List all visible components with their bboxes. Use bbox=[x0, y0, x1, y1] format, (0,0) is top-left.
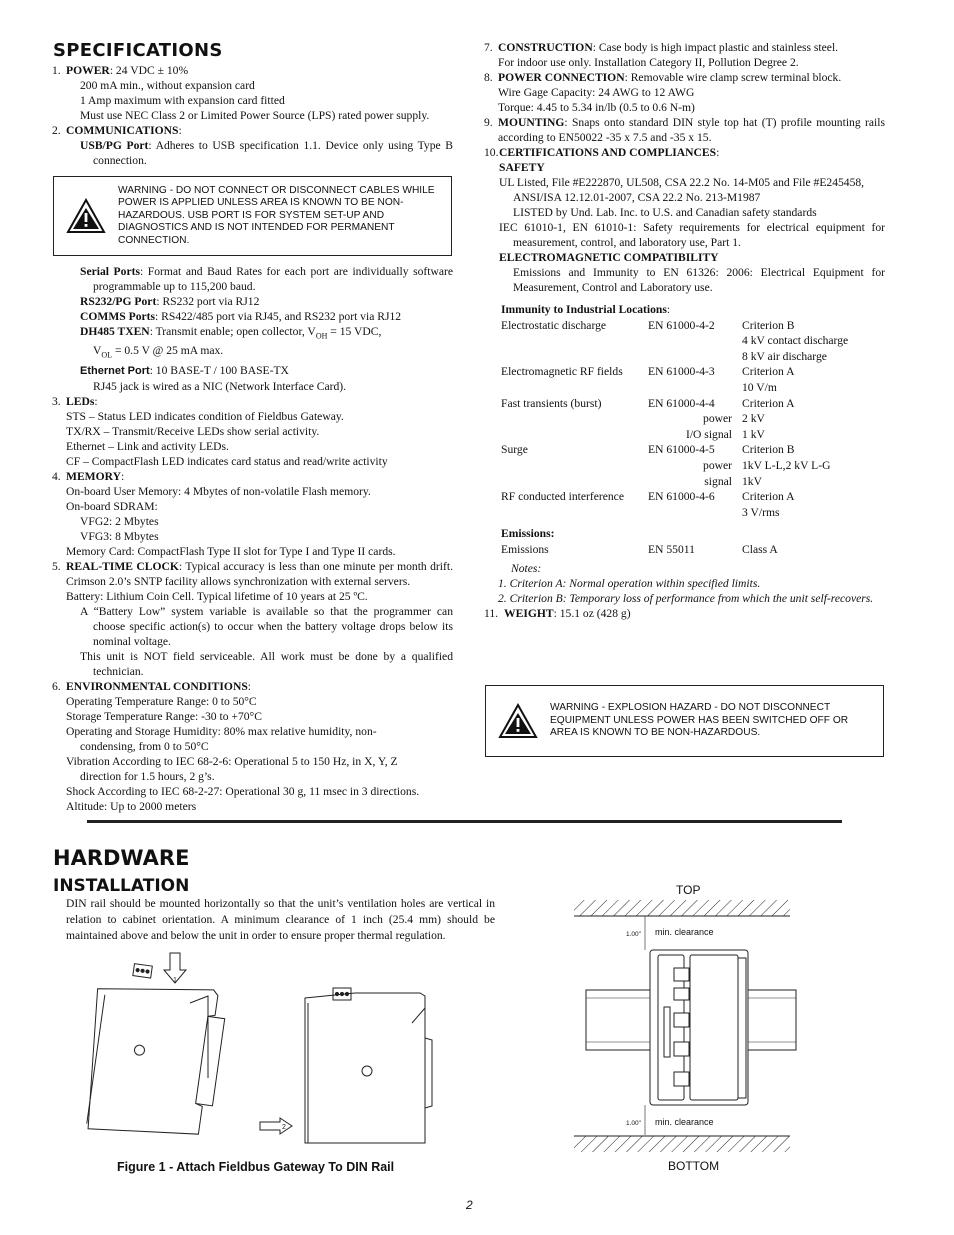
test-name-cell bbox=[501, 427, 648, 443]
immunity-table bbox=[501, 318, 848, 521]
top-dimension-label: 1.00" bbox=[626, 931, 641, 938]
standard-cell: EN 61000-4-4 bbox=[648, 396, 715, 410]
test-name-cell: Electrostatic discharge bbox=[501, 318, 607, 332]
standard-cell bbox=[648, 349, 742, 365]
table-row bbox=[501, 427, 848, 443]
top-clearance-label: min. clearance bbox=[655, 927, 714, 937]
gateway-unit bbox=[650, 950, 748, 1105]
figure1-step2-label: 2 bbox=[282, 1124, 286, 1131]
test-name-cell bbox=[501, 458, 648, 474]
criterion-cell: 8 kV air discharge bbox=[742, 349, 827, 363]
table-row bbox=[501, 333, 848, 349]
top-cabinet-hatch bbox=[574, 900, 790, 916]
standard-cell: I/O signal bbox=[685, 427, 732, 441]
figure2-drawing bbox=[570, 880, 810, 1180]
spec-real-time-clock: 5. REAL-TIME CLOCK: Typical accuracy is less than one minute per month drift. Crimson 2.0’s SNTP facility allows synchronization with external servers. Battery: Lithium Coin Cell. Typical lifetime of 10 years at 25 ºC. A “Battery Low” system variable is available so that the programmer can choose specific action(s) to occur when the battery voltage drops below its nominal voltage. This unit is NOT field serviceable. All work must be done by a qualified technician. bbox=[52, 559, 453, 678]
criterion-cell: Criterion A bbox=[742, 365, 795, 379]
table-row bbox=[501, 318, 848, 334]
figure1-drawing bbox=[70, 948, 450, 1148]
standard-cell: EN 61000-4-6 bbox=[648, 490, 715, 504]
spec-certifications: 10. CERTIFICATIONS AND COMPLIANCES: SAFETY UL Listed, File #E222870, UL508, CSA 22.2 No. 14-M05 and File #E245458, ANSI/ISA 12.12.01-2007, CSA 22.2 No. 213-M1987 LISTED by Und. Lab. Inc. to U.S. and Canadian safety standards IEC 61010-1, EN 61010-1: Safety requirements for electrical equipment for measurement, control, and laboratory use, Part 1. ELECTROMAGNETIC COMPATIBILITY Emissions and Immunity to EN 61326: 2006: Electrical Equipment for Measurement, Control and Laboratory use. bbox=[484, 146, 885, 294]
installation-text: DIN rail should be mounted horizontally so that the unit’s ventilation holes are vertical in relation to cabinet orientation. A minimum clearance of 1 inch (25.4 mm) should be maintained above and below the unit in order to ensure proper thermal regulation. bbox=[66, 897, 495, 942]
spec-environmental: 6. ENVIRONMENTAL CONDITIONS: Operating Temperature Range: 0 to 50°C Storage Temperature Range: -30 to +70°C Operating and Storage Humidity: 80% max relative humidity, non-condensing, from 0 to 50°C Vibration According to IEC 68-2-6: Operational 5 to 150 Hz, in X, Y, Z direction for 1.5 hours, 2 g’s. Shock According to IEC 68-2-27: Operational 30 g, 11 msec in 3 directions. Altitude: Up to 2000 meters bbox=[52, 679, 420, 813]
spec-communications: 2. COMMUNICATIONS: USB/PG Port: Adheres to USB specification 1.1. Device only using Type B connection. bbox=[52, 124, 453, 167]
criterion-cell: Criterion A bbox=[742, 396, 795, 410]
standard-cell bbox=[648, 380, 742, 396]
table-row bbox=[501, 396, 848, 412]
warning-text-cables: WARNING - DO NOT CONNECT OR DISCONNECT CABLES WHILE POWER IS APPLIED UNLESS AREA IS KNOWN TO BE NON-HAZARDOUS. USB PORT IS FOR SYSTEM SET-UP AND DIAGNOSTICS AND IS NOT INTENDED FOR PERMANENT CONNECTION. bbox=[118, 184, 435, 246]
specifications-left-column bbox=[53, 40, 453, 814]
test-name-cell: Surge bbox=[501, 443, 528, 457]
standard-cell: signal bbox=[704, 474, 732, 488]
spec-memory: 4. MEMORY: On-board User Memory: 4 Mbytes of non-volatile Flash memory. On-board SDRAM: VFG2: 2 Mbytes VFG3: 8 Mbytes Memory Card: CompactFlash Type II slot for Type I and Type II cards. bbox=[52, 469, 396, 558]
figure1-caption: Figure 1 - Attach Fieldbus Gateway To DIN Rail bbox=[117, 1160, 395, 1174]
criterion-cell: 1 kV bbox=[742, 427, 765, 441]
criterion-cell: 3 V/rms bbox=[742, 505, 780, 519]
criterion-cell: 10 V/m bbox=[742, 380, 777, 394]
warning-box-cables bbox=[53, 176, 452, 256]
criterion-cell: Criterion B bbox=[742, 318, 795, 332]
immunity-section: Immunity to Industrial Locations: Electrostatic discharge EN 61000-4-2 Criterion B 4 kV contact discharge 8 kV air discharge Electromagnetic RF fields EN 61000-4-3 Criterion A 10 V/m Fast transients (burst) EN 61000-4-4 Criterion A power 2 kV I/O signal 1 kV Surge EN 61000-4-5 Criterion B power 1kV L-L,2 kV L-G signal 1kV RF conducted interference EN 61000-4-6 Criterion A 3 V/rms Emissions: Emissions EN 55011 Class A Notes: 1. Criterion A: Normal operation within specified limits. 2. Criterion B: Temporary loss of performance from which the unit self-recovers. bbox=[498, 303, 874, 605]
warning-box-explosion bbox=[485, 685, 884, 757]
standard-cell bbox=[648, 333, 742, 349]
hardware-title: HARDWARE bbox=[53, 846, 190, 870]
test-name-cell bbox=[501, 505, 648, 521]
table-row bbox=[501, 349, 848, 365]
table-row bbox=[501, 489, 848, 505]
criterion-cell: 1kV L-L,2 kV L-G bbox=[742, 458, 831, 472]
figure2-bottom-label: BOTTOM bbox=[668, 1159, 720, 1173]
test-name-cell bbox=[501, 380, 648, 396]
criterion-cell: 4 kV contact discharge bbox=[742, 334, 849, 348]
test-name-cell bbox=[501, 411, 648, 427]
standard-cell: power bbox=[703, 412, 732, 426]
table-row bbox=[501, 474, 848, 490]
spec-power: 1. POWER: 24 VDC ± 10% 200 mA min., without expansion card 1 Amp maximum with expansion card fitted Must use NEC Class 2 or Limited Power Source (LPS) rated power supply. bbox=[52, 64, 430, 122]
test-name-cell bbox=[501, 349, 648, 365]
test-name-cell bbox=[501, 474, 648, 490]
page-number: 2 bbox=[466, 1198, 473, 1212]
figure2-top-label: TOP bbox=[676, 883, 701, 897]
specifications-right-column bbox=[485, 40, 885, 621]
table-row bbox=[501, 380, 848, 396]
warning-icon bbox=[54, 198, 118, 234]
table-row bbox=[501, 505, 848, 521]
section-divider bbox=[87, 820, 842, 823]
spec-leds: 3. LEDs: STS – Status LED indicates condition of Fieldbus Gateway. TX/RX – Transmit/Receive LEDs show serial activity. Ethernet – Link and activity LEDs. CF – CompactFlash LED indicates card status and read/write activity bbox=[52, 394, 388, 468]
spec-construction: 7. CONSTRUCTION: Case body is high impact plastic and stainless steel. For indoor use only. Installation Category II, Pollution Degree 2. bbox=[484, 41, 839, 69]
test-name-cell bbox=[501, 333, 648, 349]
bottom-clearance-label: min. clearance bbox=[655, 1117, 714, 1127]
criterion-cell: Criterion B bbox=[742, 443, 795, 457]
spec-weight: 11. WEIGHT: 15.1 oz (428 g) bbox=[484, 606, 631, 620]
test-name-cell: Fast transients (burst) bbox=[501, 396, 602, 410]
bottom-cabinet-hatch bbox=[574, 1136, 790, 1152]
spec-mounting: 9. MOUNTING: Snaps onto standard DIN style top hat (T) profile mounting rails according to EN50022 -35 x 7.5 and -35 x 15. bbox=[484, 116, 885, 144]
criterion-cell: Criterion A bbox=[742, 490, 795, 504]
spec-power-connection: 8. POWER CONNECTION: Removable wire clamp screw terminal block. Wire Gage Capacity: 24 AWG to 12 AWG Torque: 4.45 to 5.34 in/lb (0.5 to 0.6 N-m) bbox=[484, 71, 842, 114]
table-row bbox=[501, 411, 848, 427]
warning-icon bbox=[486, 703, 550, 739]
figure1-step1-label: 1 bbox=[173, 977, 177, 984]
specifications-title: SPECIFICATIONS bbox=[53, 40, 223, 61]
criterion-cell: 1kV bbox=[742, 474, 762, 488]
warning-text-explosion: WARNING - EXPLOSION HAZARD - DO NOT DISCONNECT EQUIPMENT UNLESS POWER HAS BEEN SWITCHED OFF OR AREA IS KNOWN TO BE NON-HAZARDOUS. bbox=[550, 702, 849, 739]
bottom-dimension-label: 1.00" bbox=[626, 1120, 641, 1127]
spec-serial-ports: Serial Ports: Format and Baud Rates for each port are individually software programmable up to 115,200 baud. RS232/PG Port: RS232 port via RJ12 COMMS Ports: RS422/485 port via RJ45, and RS232 port via RJ12 DH485 TXEN: Transmit enable; open collector, $V_{OH} = 15$ VDC, $V_{OL} = 0.5$ V @ 25 mA max. Ethernet Port: 10 BASE-T / 100 BASE-TX RJ45 jack is wired as a NIC (Network Interface Card). bbox=[80, 265, 453, 393]
standard-cell: EN 61000-4-3 bbox=[648, 365, 715, 379]
test-name-cell: Electromagnetic RF fields bbox=[501, 365, 623, 379]
emissions-table bbox=[501, 542, 778, 558]
table-row bbox=[501, 364, 848, 380]
figure1-din-rail-attach bbox=[70, 948, 450, 1152]
standard-cell: EN 61000-4-5 bbox=[648, 443, 715, 457]
table-row bbox=[501, 442, 848, 458]
table-row bbox=[501, 458, 848, 474]
standard-cell: EN 61000-4-2 bbox=[648, 318, 715, 332]
criterion-cell: 2 kV bbox=[742, 412, 765, 426]
test-name-cell: RF conducted interference bbox=[501, 490, 624, 504]
standard-cell bbox=[648, 505, 742, 521]
figure2-clearance-diagram bbox=[570, 880, 810, 1184]
installation-title: INSTALLATION bbox=[53, 876, 190, 896]
table-row: Emissions EN 55011 Class A bbox=[501, 542, 778, 556]
standard-cell: power bbox=[703, 458, 732, 472]
